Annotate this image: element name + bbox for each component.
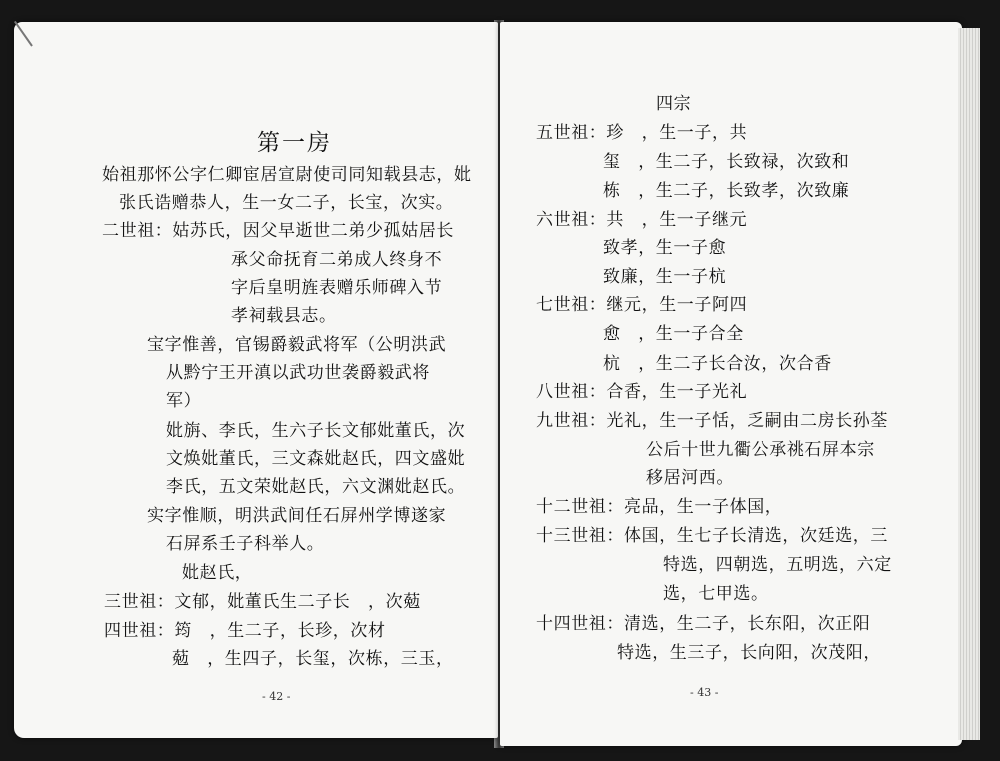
text-line: 十三世祖：体国，生七子长清选，次廷选，三 (536, 526, 888, 546)
page-corner-mark (14, 0, 66, 47)
bleed-through-text (104, 110, 260, 129)
text-line: 十四世祖：清选，生二子，长东阳，次正阳 (536, 614, 871, 634)
text-line: 杭 ，生二子长合汝，次合香 (603, 354, 832, 374)
text-line: 特选，生三子，长向阳，次茂阳， (617, 643, 881, 663)
text-line: 五世祖：珍 ，生一子，共 (536, 123, 748, 143)
text-line: 始祖那怀公字仁卿宦居宣尉使司同知载县志，妣 (102, 165, 472, 185)
text-line: 从黔宁王开滇以武功世袭爵毅武将 (166, 363, 430, 383)
text-line: 四宗 (656, 94, 692, 114)
left-page (14, 22, 498, 738)
text-line: 张氏诰赠恭人，生一女二子，长宝，次实。 (119, 193, 454, 213)
right-page (500, 22, 962, 746)
text-line: 宝字惟善，官锡爵毅武将军（公明洪武 (147, 335, 447, 355)
text-line: 愈 ，生一子合全 (603, 324, 744, 344)
text-line: 致廉，生一子杭 (603, 267, 727, 287)
text-line: 实字惟顺，明洪武间任石屏州学博遂家 (147, 506, 447, 526)
page-number: - 43 - (690, 686, 719, 699)
text-line: 孝祠载县志。 (231, 306, 337, 326)
text-line: 栋 ，生二子，长致孝，次致廉 (603, 181, 850, 201)
text-line: 李氏，五文荣妣赵氏，六文渊妣赵氏。 (166, 477, 466, 497)
text-line: 九世祖：光礼，生一子恬，乏嗣由二房长孙荃 (536, 411, 888, 431)
text-line: 八世祖：合香，生一子光礼 (536, 382, 748, 402)
text-line: 致孝，生一子愈 (603, 238, 727, 258)
text-line: 葂 ，生四子，长玺，次栋，三玉， (172, 649, 454, 669)
text-line: 承父命抚育二弟成人终身不 (231, 250, 443, 270)
text-line: 石屏系壬子科举人。 (166, 534, 325, 554)
text-line: 移居河西。 (646, 468, 734, 488)
text-line: 特选，四朝选，五明选，六定 (663, 555, 892, 575)
text-line: 玺 ，生二子，长致禄，次致和 (603, 152, 850, 172)
text-line: 妣赵氏， (182, 563, 253, 583)
text-line: 文焕妣董氏，三文森妣赵氏，四文盛妣 (166, 449, 466, 469)
text-line: 军） (166, 391, 202, 411)
text-line: 选，七甲选。 (663, 584, 769, 604)
page-title: 第一房 (257, 130, 332, 156)
text-line: 公后十世九衢公承祧石屏本宗 (646, 440, 875, 460)
text-line: 六世祖：共 ，生一子继元 (536, 210, 748, 230)
page-number: - 42 - (262, 690, 291, 703)
text-line: 三世祖：文郁，妣董氏生二子长 ，次葂 (104, 592, 421, 612)
text-line: 十二世祖：亮品，生一子体国， (536, 497, 783, 517)
text-line: 七世祖：继元，生一子阿四 (536, 295, 748, 315)
text-line: 四世祖：筠 ，生二子，长珍，次材 (104, 621, 386, 641)
text-line: 二世祖：姑苏氏，因父早逝世二弟少孤姑居长 (102, 221, 454, 241)
text-line: 字后皇明旌表赠乐师碑入节 (231, 278, 443, 298)
page-edges (958, 28, 980, 740)
text-line: 妣旃、李氏，生六子长文郁妣董氏，次 (166, 421, 466, 441)
